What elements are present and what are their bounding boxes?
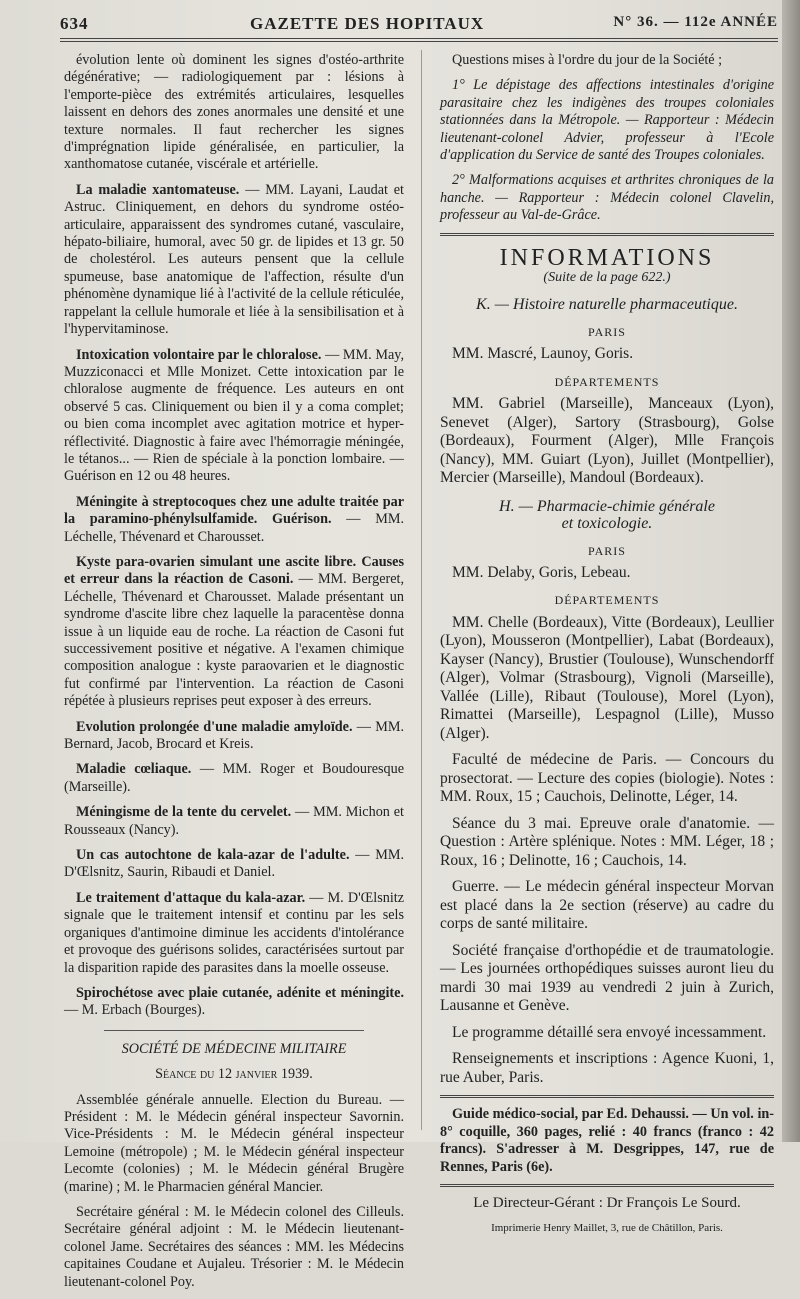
section-rule — [440, 1184, 774, 1187]
paragraph: Le programme détaillé sera envoyé incessamment. — [452, 1023, 767, 1041]
header-rule — [60, 38, 778, 42]
advertisement: Guide médico-social, par Ed. Dehaussi. — Un vol. in-8° coquille, 360 pages, relié : 40 francs (franco : 42 francs). S'adresser à M. Desgrippes, 147, rue de Rennes, Paris (6e). — [440, 1106, 774, 1175]
column-divider — [421, 50, 422, 1130]
abstract-entry: Le traitement d'attaque du kala-azar. — M. D'Œlsnitz signale que le traitement intensif et continu par les sels organiques d'antimoine diminue les accidents d'intolérance et provoque des guérisons solides, caractérisées surtout par la disparition rapide des parasites dans la moelle osseuse. — [64, 889, 405, 976]
page-number: 634 — [60, 14, 89, 33]
printer-imprint: Imprimerie Henry Maillet, 3, rue de Châtillon, Paris. — [491, 1222, 723, 1235]
society-title: SOCIÉTÉ DE MÉDECINE MILITAIRE — [121, 1040, 347, 1057]
departements-label: DÉPARTEMENTS — [554, 593, 660, 608]
paragraph: MM. Gabriel (Marseille), Manceaux (Lyon), Senevet (Alger), Sartory (Strasbourg), Golse (Bordeaux), Fourment (Alger), Mlle François (Nancy), MM. Guiart (Lyon), Juillet (Montpellier), Mercier (Marseille), Mandoul (Bordeaux). — [440, 395, 774, 487]
paragraph: MM. Delaby, Goris, Lebeau. — [452, 563, 631, 581]
abstract-entry: Spirochétose avec plaie cutanée, adénite et méningite. — M. Erbach (Bourges). — [64, 984, 404, 1019]
paragraph: Guerre. — Le médecin général inspecteur Morvan est placé dans la 2e section (réserve) au cadre du corps de santé militaire. — [440, 878, 774, 933]
paragraph: Faculté de médecine de Paris. — Concours du prosectorat. — Lecture des copies (biologie). Notes : MM. Roux, 15 ; Cauchois, Delinotte, Léger, 14. — [440, 751, 774, 806]
abstract-entry: Evolution prolongée d'une maladie amyloïde. — MM. Bernard, Jacob, Brocard et Kreis. — [64, 718, 405, 753]
abstract-entry: Intoxication volontaire par le chloralose. — MM. May, Muzziconacci et Mlle Monizet. Cette intoxication par le chloralose augmente de fréquence. Les auteurs en ont observé 5 cas. Cliniquement ou bien il y a coma complet; ou bien coma incomplet avec agitation motrice et hyper-réflectivité. Diagnostic à faire avec l'hémorragie méningée, le tétanos... — Rien de spéciale à la ponction lombaire. — Guérison en 12 ou 48 heures. — [64, 346, 404, 485]
paragraph: Société française d'orthopédie et de traumatologie. — Les journées orthopédiques suisses auront lieu du mardi 30 mai 1939 au vendredi 2 juin à Zurich, Lausanne et Genève. — [440, 941, 774, 1015]
question-item: 1° Le dépistage des affections intestinales d'origine parasitaire chez les indigènes des troupes coloniales stationnées dans la Métropole. — Rapporteur : Médecin lieutenant-colonel Advier, professeur à l'Ecole d'application du Service de santé des Troupes coloniales. — [440, 77, 774, 164]
section-heading-line2: et toxicologie. — [561, 515, 653, 533]
paragraph: Séance du 3 mai. Epreuve orale d'anatomie. — Question : Artère splénique. Notes : MM. Léger, 18 ; Roux, 16 ; Delinotte, 16 ; Cauchois, 14. — [440, 814, 774, 869]
informations-subheading: (Suite de la page 622.) — [543, 270, 671, 286]
departements-label: DÉPARTEMENTS — [554, 374, 660, 389]
abstract-entry: Un cas autochtone de kala-azar de l'adulte. — MM. D'Œlsnitz, Saurin, Ribaudi et Daniel. — [64, 847, 405, 881]
section-rule — [104, 1030, 364, 1031]
section-heading: H. — Pharmacie-chimie générale — [499, 497, 715, 515]
paragraph: MM. Mascré, Launoy, Goris. — [452, 345, 634, 363]
paragraph: MM. Chelle (Bordeaux), Vitte (Bordeaux), Leullier (Lyon), Mousseron (Montpellier), Labat (Bordeaux), Kayser (Nancy), Brustier (Toulouse), Wunschendorff (Alger), Volmar (Strasbourg), Vignoli (Marseille), Vallée (Lille), Ribaut (Toulouse), Morel (Lyon), Rimattei (Marseille), Lespagnol (Lille), Musso (Alger). — [440, 613, 774, 742]
page-binding-edge — [782, 0, 800, 1142]
paragraph: Secrétaire général : M. le Médecin colonel des Cilleuls. Secrétaire général adjoint : M. le Médecin lieutenant-colonel Jame. Secrétaires des séances : MM. les Médecins capitaines Coudane et Aujaleu. Trésorier : M. le Médecin lieutenant-colonel Poy. — [64, 1203, 404, 1290]
section-heading: K. — Histoire naturelle pharmaceutique. — [476, 296, 738, 314]
question-item: 2° Malformations acquises et arthrites chroniques de la hanche. — Rapporteur : Médecin colonel Clavelin, professeur au Val-de-Grâce. — [440, 172, 774, 224]
paragraph: évolution lente où dominent les signes d'ostéo-arthrite dégénérative; — radiologiquement par : lésions à l'emporte-pièce des extrémités articulaires, lesquelles laissent en dehors des zones anormales une densité et une texture normales. Il faut rechercher les signes d'imprégnation lipide généralisée, en particulier, la xanthomatose cutanée, viscérale et artérielle. — [64, 52, 404, 173]
paris-label: PARIS — [588, 543, 626, 558]
journal-title: GAZETTE DES HOPITAUX — [250, 14, 485, 33]
left-column — [64, 52, 404, 1299]
section-rule — [440, 1095, 774, 1098]
abstract-entry: La maladie xantomateuse. — MM. Layani, Laudat et Astruc. Cliniquement, en dehors du syndrome ostéo-articulaire, apparaissent des syndromes cutané, vasculaire, hépato-biliaire, humoral, avec 50 gr. de lipides et 13 gr. 50 de cholestérol. Les auteurs pensent que la cellule spumeuse, base anatomique de l'affection, résulte d'un phénomène dynamique lié à l'activité de la cellule réticulée, rappelant la cellule humorale et liée à la sensibilisation et à l'hypervitaminose. — [64, 181, 405, 338]
paragraph: Renseignements et inscriptions : Agence Kuoni, 1, rue Auber, Paris. — [440, 1050, 774, 1086]
section-rule — [440, 233, 774, 236]
director-signature: Le Directeur-Gérant : Dr François Le Sourd. — [473, 1194, 741, 1211]
seance-date: Séance du 12 janvier 1939. — [155, 1066, 313, 1083]
right-column — [440, 52, 774, 1246]
abstract-entry: Maladie cœliaque. — MM. Roger et Boudouresque (Marseille). — [64, 761, 404, 795]
page-header — [60, 14, 778, 36]
abstract-entry: Méningite à streptocoques chez une adulte traitée par la paramino-phénylsulfamide. Guérison. — MM. Léchelle, Thévenard et Charousset. — [64, 493, 404, 545]
paragraph: Assemblée générale annuelle. Election du Bureau. — Président : M. le Médecin général inspecteur Savornin. Vice-Présidents : M. le Médecin général inspecteur Lemoine (métropole) ; M. le Médecin général inspecteur Lecomte (colonies) ; M. le Médecin général Brugère (marine) ; M. le Pharmacien général Mancier. — [64, 1091, 404, 1195]
abstract-entry: Méningisme de la tente du cervelet. — MM. Michon et Rousseaux (Nancy). — [64, 804, 404, 838]
paris-label: PARIS — [588, 324, 626, 339]
informations-heading: INFORMATIONS — [499, 244, 715, 271]
paragraph: Questions mises à l'ordre du jour de la Société ; — [452, 52, 723, 68]
abstract-entry: Kyste para-ovarien simulant une ascite libre. Causes et erreur dans la réaction de Casoni. — MM. Bergeret, Léchelle, Thévenard et Charousset. Malade présentant un syndrome d'ascite libre chez laquelle la paracentèse donna issue à un liquide eau de roche. La réaction de Casoni fut successivement positive et négative. A l'examen chimique composition analogue : kyste paraovarien et le diagnostic fut confirmé par l'intervention. La réaction de Casoni répétée à plusieurs reprises peut exposer à des erreurs. — [64, 553, 405, 710]
issue-number: N° 36. — 112e ANNÉE — [613, 14, 778, 30]
